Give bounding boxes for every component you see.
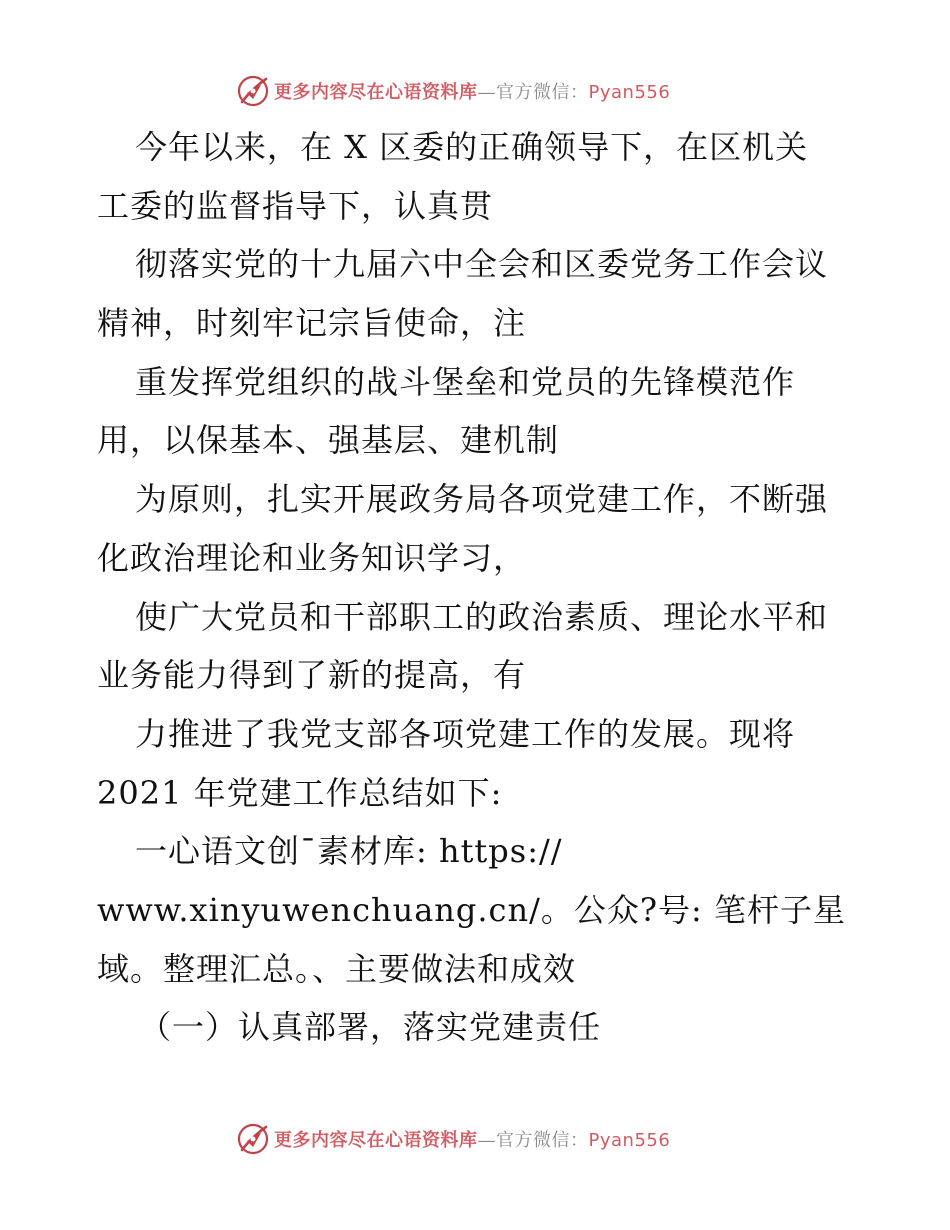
paragraph-line: 2021 年党建工作总结如下: [97, 773, 503, 812]
paragraph-line: 化政治理论和业务知识学习， [97, 538, 527, 577]
paragraph-line: 力推进了我党支部各项党建工作的发展。现将 [135, 714, 796, 753]
paragraph-line: 精神，时刻牢记宗旨使命，注 [97, 304, 527, 343]
watermark-text: 更多内容尽在心语资料库—官方微信：Pyan556 [274, 82, 671, 103]
paragraph-line: 彻落实党的十九届六中全会和区委党务工作会议 [135, 245, 829, 284]
paragraph-line: 使广大党员和干部职工的政治素质、理论水平和 [135, 597, 829, 636]
paragraph-line: 重发挥党组织的战斗堡垒和党员的先锋模范作 [135, 362, 796, 401]
section-heading: （一）认真部署，落实党建责任 [139, 1008, 602, 1047]
paragraph-line: 用，以保基本、强基层、建机制 [97, 421, 560, 460]
paragraph-line: 业务能力得到了新的提高，有 [97, 656, 527, 695]
paragraph-line: 今年以来，在 X 区委的正确领导下，在区机关 [135, 128, 809, 166]
paragraph-line: 一心语文创¯素材库: https:// [135, 832, 563, 871]
document-body [97, 118, 867, 1057]
paragraph-line: 为原则，扎实开展政务局各项党建工作，不断强 [135, 480, 829, 519]
header-watermark [236, 74, 670, 108]
paragraph-line: 域。整理汇总。、主要做法和成效 [97, 949, 577, 988]
paragraph-line: 工委的监督指导下，认真贯 [97, 186, 494, 225]
pen-circle-logo-icon [236, 74, 270, 108]
watermark-text: 更多内容尽在心语资料库—官方微信：Pyan556 [274, 1130, 671, 1151]
footer-watermark [236, 1122, 670, 1156]
paragraph-line: www.xinyuwenchuang.cn/。公众?号: 笔杆子星 [97, 890, 846, 929]
pen-circle-logo-icon [236, 1122, 270, 1156]
